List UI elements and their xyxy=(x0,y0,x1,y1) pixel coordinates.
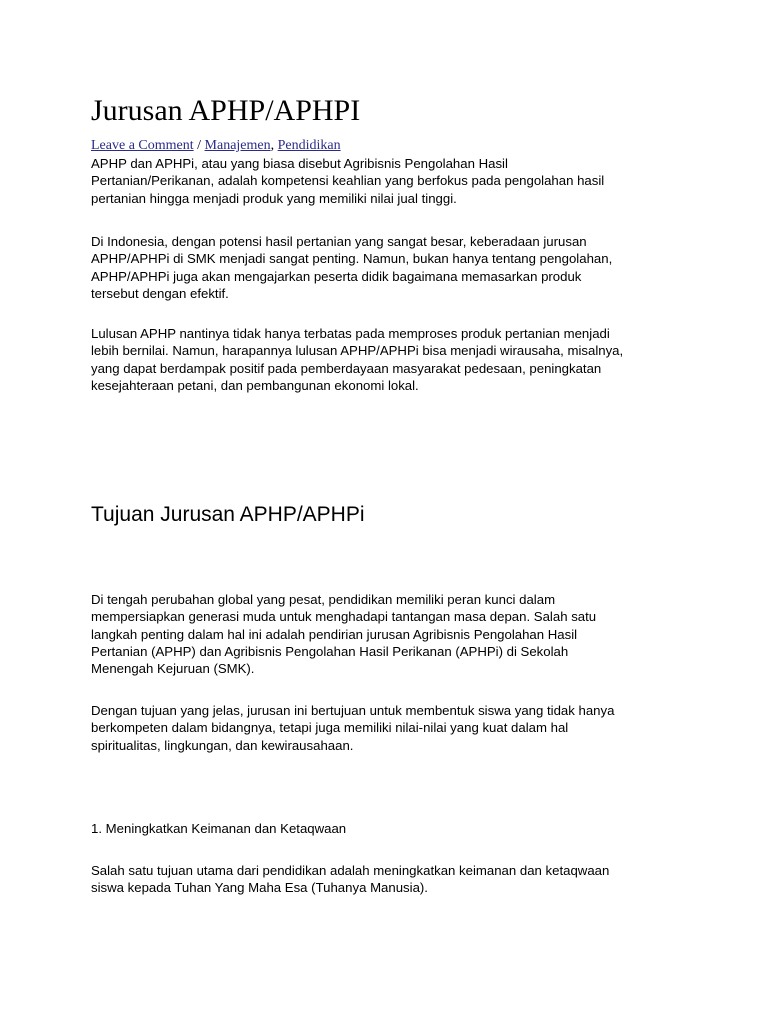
point-1-heading: 1. Meningkatkan Keimanan dan Ketaqwaan xyxy=(91,821,347,836)
meta-comma: , xyxy=(270,138,278,153)
category-link-manajemen[interactable]: Manajemen xyxy=(204,138,271,153)
section-paragraph-2: Dengan tujuan yang jelas, jurusan ini bertujuan untuk membentuk siswa yang tidak hanya berkompeten dalam bidangnya, tetapi juga memiliki nilai-nilai yang kuat dalam hal spiritualitas, lingkungan, dan kewirausahaan. xyxy=(91,703,615,753)
post-meta xyxy=(91,138,341,154)
intro-paragraph-2: Di Indonesia, dengan potensi hasil pertanian yang sangat besar, keberadaan jurusan APHP/APHPi di SMK menjadi sangat penting. Namun, bukan hanya tentang pengolahan, APHP/APHPi juga akan mengajarkan peserta didik bagaimana memasarkan produk tersebut dengan efektif. xyxy=(91,234,613,301)
section-paragraph-1: Di tengah perubahan global yang pesat, pendidikan memiliki peran kunci dalam mempersiapkan generasi muda untuk menghadapi tantangan masa depan. Salah satu langkah penting dalam hal ini adalah pendirian jurusan Agribisnis Pengolahan Hasil Pertanian (APHP) dan Agribisnis Pengolahan Hasil Perikanan (APHPi) di Sekolah Menengah Kejuruan (SMK). xyxy=(91,592,597,677)
article-title: Jurusan APHP/APHPI xyxy=(91,94,361,127)
meta-separator: / xyxy=(193,138,205,153)
point-1-paragraph: Salah satu tujuan utama dari pendidikan adalah meningkatkan keimanan dan ketaqwaan siswa kepada Tuhan Yang Maha Esa (Tuhanya Manusia). xyxy=(91,863,610,896)
section-heading: Tujuan Jurusan APHP/APHPi xyxy=(91,503,365,526)
category-link-pendidikan[interactable]: Pendidikan xyxy=(277,138,341,153)
intro-paragraph-1: APHP dan APHPi, atau yang biasa disebut Agribisnis Pengolahan Hasil Pertanian/Perikanan, adalah kompetensi keahlian yang berfokus pada pengolahan hasil pertanian hingga menjadi produk yang memiliki nilai jual tinggi. xyxy=(91,156,605,206)
leave-comment-link[interactable]: Leave a Comment xyxy=(91,138,194,153)
intro-paragraph-3: Lulusan APHP nantinya tidak hanya terbatas pada memproses produk pertanian menjadi lebih bernilai. Namun, harapannya lulusan APHP/APHPi bisa menjadi wirausaha, misalnya, yang dapat berdampak positif pada pemberdayaan masyarakat pedesaan, peningkatan kesejahteraan petani, dan pembangunan ekonomi lokal. xyxy=(91,326,624,393)
